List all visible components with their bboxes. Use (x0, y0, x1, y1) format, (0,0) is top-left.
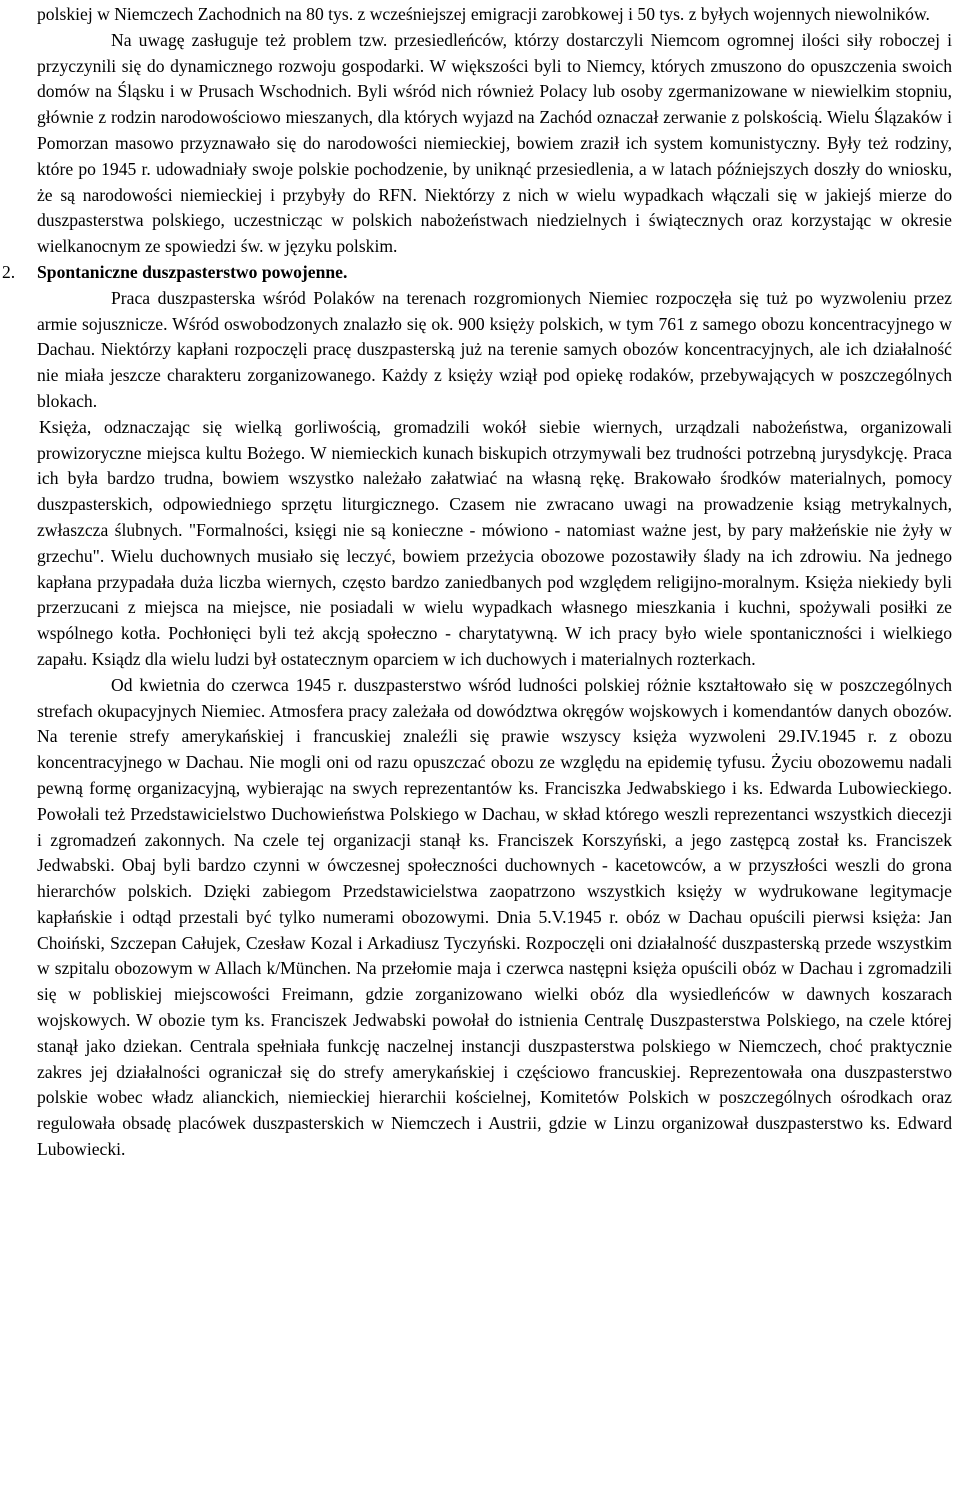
section-heading (2, 260, 952, 286)
paragraph-resettlers: Na uwagę zasługuje też problem tzw. przesiedleńców, którzy dostarczyli Niemcom ogromnej ilości siły roboczej i przyczynili się do dynamicznego rozwoju gospodarki. W większości byli to Niemcy, których zmuszono do opuszczenia swoich domów na Śląsku i w Prusach Wschodnich. Byli wśród nich również Polacy lub osoby zgermanizowane w niewielkim stopniu, głównie z rodzin narodowościowo mieszanych, dla których wyjazd na Zachód oznaczał zerwanie z polskością. Wielu Ślązaków i Pomorzan masowo przyznawało się do narodowości niemieckiej, bowiem zraził ich system komunistyczny. Były też rodziny, które po 1945 r. udowadniały swoje polskie pochodzenie, by uniknąć przesiedlenia, a w latach późniejszych doszły do wniosku, że są narodowości niemieckiej i przybyły do RFN. Niektórzy z nich w wielu wypadkach włączali się w jakiejś mierze do duszpasterstwa polskiego, uczestnicząc w polskich nabożeństwach niedzielnych i świątecznych oraz korzystając w okresie wielkanocnym ze spowiedzi św. w języku polskim. (37, 29, 952, 257)
paragraph-priests: Księża, odznaczając się wielką gorliwością, gromadzili wokół siebie wiernych, urządzali nabożeństwa, organizowali prowizoryczne miejsca kultu Bożego. W niemieckich kunach biskupich otrzymywali bez trudności potrzebną jurysdykcję. Praca ich była bardzo trudna, bowiem wszystko należało załatwiać na własną rękę. Brakowało środków materialnych, pomocy duszpasterskich, odpowiedniego sprzętu liturgicznego. Czasem nie zwracano uwagi na prowadzenie ksiąg metrykalnych, zwłaszcza ślubnych. "Formalności, księgi nie są konieczne - mówiono - natomiast ważne jest, by pary małżeńskie nie żyły w grzechu". Wielu duchownych musiało się leczyć, bowiem przeżycia obozowe pozostawiły ślady na ich zdrowiu. Na jednego kapłana przypadała duża liczba wiernych, często bardzo zaniedbanych pod względem religijno-moralnym. Księża niekiedy byli przerzucani z miejsca na miejsce, nie posiadali w wielu wypadkach własnego mieszkania i kuchni, spożywali posiłki ze wspólnego kotła. Pochłonięci byli też akcją społeczno - charytatywną. W ich pracy było wiele spontaniczności i wielkiego zapału. Ksiądz dla wielu ludzi był ostatecznym oparciem w ich duchowych i materialnych rozterkach. (37, 416, 952, 669)
paragraph-pastoral-work: Praca duszpasterska wśród Polaków na terenach rozgromionych Niemiec rozpoczęła się tuż po wyzwoleniu przez armie sojusznicze. Wśród oswobodzonych znalazło się ok. 900 księży polskich, w tym 761 z samego obozu koncentracyjnego w Dachau. Niektórzy kapłani rozpoczęli pracę duszpasterską już na terenie samych obozów koncentracyjnych, ale ich działalność nie miała jeszcze charakteru zorganizowanego. Każdy z księży wziął pod opiekę rodaków, przebywających w poszczególnych blokach. (37, 287, 952, 411)
paragraph-april-june-1945: Od kwietnia do czerwca 1945 r. duszpasterstwo wśród ludności polskiej różnie kształtowało się w poszczególnych strefach okupacyjnych Niemiec. Atmosfera pracy zależała od dowództwa okręgów wojskowych i komendantów danych obozów. Na terenie strefy amerykańskiej i francuskiej znaleźli się prawie wszyscy księża wyzwoleni 29.IV.1945 r. z obozu koncentracyjnego w Dachau. Nie mogli oni od razu opuszczać obozu ze względu na epidemię tyfusu. Życiu obozowemu nadali pewną formę organizacyjną, wybierając na swych reprezentantów ks. Franciszka Jedwabskiego i ks. Edwarda Lubowieckiego. Powołali też Przedstawicielstwo Duchowieństwa Polskiego w Dachau, w skład którego weszli reprezentanci wszystkich diecezji i zgromadzeń zakonnych. Na czele tej organizacji stanął ks. Franciszek Korszyński, a jego zastępcą został ks. Franciszek Jedwabski. Obaj byli bardzo czynni w ówczesnej społeczności duchownych - kacetowców, a w przyszłości weszli do grona hierarchów polskich. Dzięki zabiegom Przedstawicielstwa zaopatrzono wszystkich księży w wydrukowane legitymacje kapłańskie i odtąd przestali być tylko numerami obozowymi. Dnia 5.V.1945 r. obóz w Dachau opuścili pierwsi księża: Jan Choiński, Szczepan Całujek, Czesław Kozal i Arkadiusz Tyczyński. Rozpoczęli oni działalność duszpasterską przede wszystkim w szpitalu obozowym w Allach k/München. Na przełomie maja i czerwca następni księża opuścili obóz w Dachau i zgromadzili się w pobliskiej miejscowości Freimann, gdzie zorganizowano wielki obóz dla wysiedleńców w dawnych koszarach wojskowych. W obozie tym ks. Franciszek Jedwabski powołał do istnienia Centralę Duszpasterstwa Polskiego, na czele której stanął jako dziekan. Centrala spełniała funkcję naczelnej instancji duszpasterstwa polskiego w Niemczech, choć praktycznie zakres jej działalności ograniczał się do strefy amerykańskiej i częściowo francuskiej. Reprezentowała ona duszpasterstwo polskie wobec władz alianckich, niemieckiej hierarchii kościelnej, Komitetów Polskich w poszczególnych ośrodkach oraz regulowała obsadę placówek duszpasterskich w Niemczech i Austrii, gdzie w Linzu organizował duszpasterstwo ks. Edward Lubowiecki. (37, 674, 952, 1160)
section-number: 2. (2, 261, 16, 282)
section-title: Spontaniczne duszpasterstwo powojenne. (37, 261, 348, 282)
paragraph-continuation: polskiej w Niemczech Zachodnich na 80 tys. z wcześniejszej emigracji zarobkowej i 50 tys. z byłych wojennych niewolników. (37, 4, 930, 24)
